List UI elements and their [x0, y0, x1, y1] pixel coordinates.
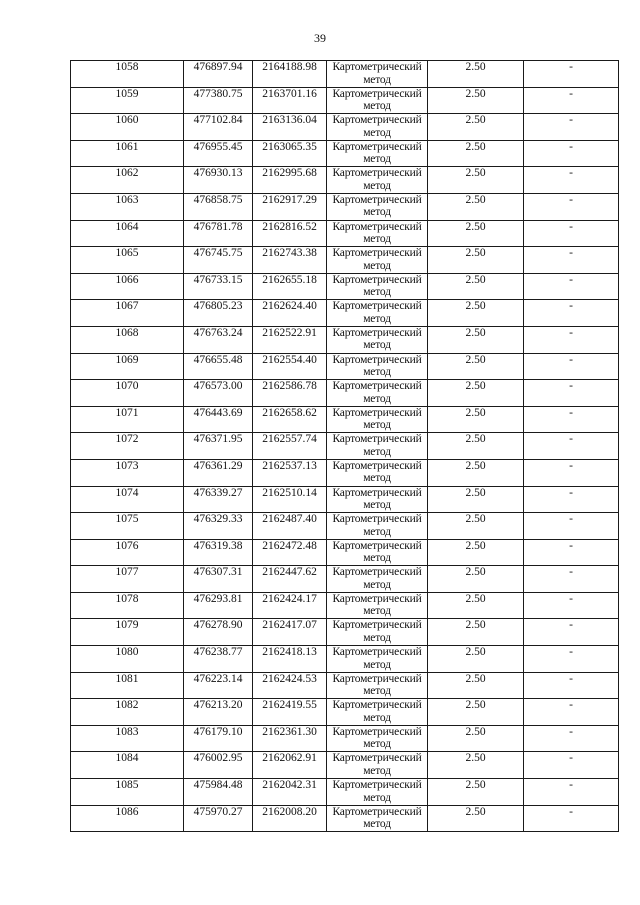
point-number-cell: 1065	[71, 247, 184, 274]
point-number-cell: 1068	[71, 326, 184, 353]
method-cell: Картометрический метод	[327, 167, 428, 194]
x-coordinate-cell: 476293.81	[184, 592, 253, 619]
precision-cell: 2.50	[428, 380, 524, 407]
method-cell: Картометрический метод	[327, 566, 428, 593]
y-coordinate-cell: 2163701.16	[253, 87, 327, 114]
precision-cell: 2.50	[428, 193, 524, 220]
precision-cell: 2.50	[428, 353, 524, 380]
description-cell: -	[524, 592, 619, 619]
x-coordinate-cell: 476371.95	[184, 433, 253, 460]
description-cell: -	[524, 87, 619, 114]
method-cell: Картометрический метод	[327, 300, 428, 327]
method-cell: Картометрический метод	[327, 247, 428, 274]
y-coordinate-cell: 2162586.78	[253, 380, 327, 407]
x-coordinate-cell: 476930.13	[184, 167, 253, 194]
y-coordinate-cell: 2163065.35	[253, 140, 327, 167]
point-number-cell: 1059	[71, 87, 184, 114]
table-row	[71, 646, 619, 673]
description-cell: -	[524, 380, 619, 407]
y-coordinate-cell: 2162487.40	[253, 513, 327, 540]
description-cell: -	[524, 167, 619, 194]
table-row	[71, 273, 619, 300]
description-cell: -	[524, 220, 619, 247]
x-coordinate-cell: 476955.45	[184, 140, 253, 167]
precision-cell: 2.50	[428, 406, 524, 433]
x-coordinate-cell: 477380.75	[184, 87, 253, 114]
description-cell: -	[524, 300, 619, 327]
y-coordinate-cell: 2162816.52	[253, 220, 327, 247]
precision-cell: 2.50	[428, 220, 524, 247]
precision-cell: 2.50	[428, 752, 524, 779]
method-cell: Картометрический метод	[327, 539, 428, 566]
x-coordinate-cell: 476319.38	[184, 539, 253, 566]
point-number-cell: 1080	[71, 646, 184, 673]
description-cell: -	[524, 566, 619, 593]
table-row	[71, 406, 619, 433]
point-number-cell: 1075	[71, 513, 184, 540]
precision-cell: 2.50	[428, 87, 524, 114]
precision-cell: 2.50	[428, 725, 524, 752]
table-row	[71, 752, 619, 779]
table-row	[71, 353, 619, 380]
method-cell: Картометрический метод	[327, 380, 428, 407]
description-cell: -	[524, 725, 619, 752]
method-cell: Картометрический метод	[327, 114, 428, 141]
y-coordinate-cell: 2162917.29	[253, 193, 327, 220]
point-number-cell: 1084	[71, 752, 184, 779]
precision-cell: 2.50	[428, 114, 524, 141]
description-cell: -	[524, 539, 619, 566]
point-number-cell: 1064	[71, 220, 184, 247]
y-coordinate-cell: 2162424.53	[253, 672, 327, 699]
description-cell: -	[524, 193, 619, 220]
table-row	[71, 459, 619, 486]
precision-cell: 2.50	[428, 592, 524, 619]
x-coordinate-cell: 476179.10	[184, 725, 253, 752]
point-number-cell: 1082	[71, 699, 184, 726]
y-coordinate-cell: 2162995.68	[253, 167, 327, 194]
x-coordinate-cell: 476213.20	[184, 699, 253, 726]
y-coordinate-cell: 2162510.14	[253, 486, 327, 513]
point-number-cell: 1085	[71, 779, 184, 806]
x-coordinate-cell: 476278.90	[184, 619, 253, 646]
description-cell: -	[524, 672, 619, 699]
table-row	[71, 61, 619, 88]
table-row	[71, 433, 619, 460]
table-row	[71, 167, 619, 194]
precision-cell: 2.50	[428, 672, 524, 699]
x-coordinate-cell: 476002.95	[184, 752, 253, 779]
precision-cell: 2.50	[428, 805, 524, 832]
description-cell: -	[524, 114, 619, 141]
method-cell: Картометрический метод	[327, 725, 428, 752]
method-cell: Картометрический метод	[327, 87, 428, 114]
x-coordinate-cell: 476655.48	[184, 353, 253, 380]
point-number-cell: 1077	[71, 566, 184, 593]
description-cell: -	[524, 459, 619, 486]
x-coordinate-cell: 476223.14	[184, 672, 253, 699]
precision-cell: 2.50	[428, 326, 524, 353]
table-row	[71, 326, 619, 353]
x-coordinate-cell: 476733.15	[184, 273, 253, 300]
method-cell: Картометрический метод	[327, 699, 428, 726]
table-row	[71, 114, 619, 141]
precision-cell: 2.50	[428, 459, 524, 486]
y-coordinate-cell: 2162008.20	[253, 805, 327, 832]
point-number-cell: 1072	[71, 433, 184, 460]
x-coordinate-cell: 476573.00	[184, 380, 253, 407]
y-coordinate-cell: 2162042.31	[253, 779, 327, 806]
x-coordinate-cell: 476443.69	[184, 406, 253, 433]
table-row	[71, 566, 619, 593]
y-coordinate-cell: 2163136.04	[253, 114, 327, 141]
description-cell: -	[524, 247, 619, 274]
table-row	[71, 699, 619, 726]
precision-cell: 2.50	[428, 779, 524, 806]
description-cell: -	[524, 140, 619, 167]
precision-cell: 2.50	[428, 513, 524, 540]
y-coordinate-cell: 2162743.38	[253, 247, 327, 274]
x-coordinate-cell: 475984.48	[184, 779, 253, 806]
point-number-cell: 1079	[71, 619, 184, 646]
method-cell: Картометрический метод	[327, 619, 428, 646]
method-cell: Картометрический метод	[327, 140, 428, 167]
method-cell: Картометрический метод	[327, 779, 428, 806]
point-number-cell: 1086	[71, 805, 184, 832]
precision-cell: 2.50	[428, 486, 524, 513]
precision-cell: 2.50	[428, 539, 524, 566]
method-cell: Картометрический метод	[327, 61, 428, 88]
y-coordinate-cell: 2162557.74	[253, 433, 327, 460]
x-coordinate-cell: 476238.77	[184, 646, 253, 673]
x-coordinate-cell: 475970.27	[184, 805, 253, 832]
description-cell: -	[524, 646, 619, 673]
x-coordinate-cell: 476339.27	[184, 486, 253, 513]
y-coordinate-cell: 2162062.91	[253, 752, 327, 779]
point-number-cell: 1078	[71, 592, 184, 619]
method-cell: Картометрический метод	[327, 273, 428, 300]
x-coordinate-cell: 476805.23	[184, 300, 253, 327]
table-row	[71, 380, 619, 407]
point-number-cell: 1076	[71, 539, 184, 566]
y-coordinate-cell: 2162655.18	[253, 273, 327, 300]
y-coordinate-cell: 2162554.40	[253, 353, 327, 380]
table-row	[71, 672, 619, 699]
y-coordinate-cell: 2162424.17	[253, 592, 327, 619]
method-cell: Картометрический метод	[327, 752, 428, 779]
description-cell: -	[524, 513, 619, 540]
method-cell: Картометрический метод	[327, 486, 428, 513]
method-cell: Картометрический метод	[327, 433, 428, 460]
y-coordinate-cell: 2162658.62	[253, 406, 327, 433]
precision-cell: 2.50	[428, 433, 524, 460]
precision-cell: 2.50	[428, 247, 524, 274]
precision-cell: 2.50	[428, 273, 524, 300]
coordinates-table	[70, 60, 619, 832]
table-row	[71, 486, 619, 513]
description-cell: -	[524, 273, 619, 300]
method-cell: Картометрический метод	[327, 326, 428, 353]
y-coordinate-cell: 2164188.98	[253, 61, 327, 88]
point-number-cell: 1058	[71, 61, 184, 88]
table-row	[71, 220, 619, 247]
precision-cell: 2.50	[428, 619, 524, 646]
description-cell: -	[524, 486, 619, 513]
point-number-cell: 1067	[71, 300, 184, 327]
description-cell: -	[524, 752, 619, 779]
method-cell: Картометрический метод	[327, 805, 428, 832]
description-cell: -	[524, 433, 619, 460]
point-number-cell: 1073	[71, 459, 184, 486]
point-number-cell: 1074	[71, 486, 184, 513]
y-coordinate-cell: 2162417.07	[253, 619, 327, 646]
y-coordinate-cell: 2162447.62	[253, 566, 327, 593]
coordinates-table-body	[71, 61, 619, 832]
method-cell: Картометрический метод	[327, 353, 428, 380]
method-cell: Картометрический метод	[327, 459, 428, 486]
y-coordinate-cell: 2162418.13	[253, 646, 327, 673]
point-number-cell: 1061	[71, 140, 184, 167]
point-number-cell: 1069	[71, 353, 184, 380]
y-coordinate-cell: 2162624.40	[253, 300, 327, 327]
x-coordinate-cell: 476781.78	[184, 220, 253, 247]
method-cell: Картометрический метод	[327, 672, 428, 699]
y-coordinate-cell: 2162361.30	[253, 725, 327, 752]
method-cell: Картометрический метод	[327, 646, 428, 673]
x-coordinate-cell: 477102.84	[184, 114, 253, 141]
description-cell: -	[524, 699, 619, 726]
method-cell: Картометрический метод	[327, 193, 428, 220]
x-coordinate-cell: 476329.33	[184, 513, 253, 540]
precision-cell: 2.50	[428, 140, 524, 167]
y-coordinate-cell: 2162472.48	[253, 539, 327, 566]
description-cell: -	[524, 406, 619, 433]
y-coordinate-cell: 2162522.91	[253, 326, 327, 353]
page-number: 39	[314, 31, 326, 45]
description-cell: -	[524, 326, 619, 353]
point-number-cell: 1062	[71, 167, 184, 194]
table-row	[71, 247, 619, 274]
description-cell: -	[524, 353, 619, 380]
table-row	[71, 539, 619, 566]
precision-cell: 2.50	[428, 646, 524, 673]
table-row	[71, 805, 619, 832]
point-number-cell: 1083	[71, 725, 184, 752]
y-coordinate-cell: 2162537.13	[253, 459, 327, 486]
x-coordinate-cell: 476897.94	[184, 61, 253, 88]
method-cell: Картометрический метод	[327, 592, 428, 619]
x-coordinate-cell: 476763.24	[184, 326, 253, 353]
description-cell: -	[524, 779, 619, 806]
description-cell: -	[524, 61, 619, 88]
table-row	[71, 140, 619, 167]
y-coordinate-cell: 2162419.55	[253, 699, 327, 726]
method-cell: Картометрический метод	[327, 220, 428, 247]
precision-cell: 2.50	[428, 300, 524, 327]
description-cell: -	[524, 805, 619, 832]
table-row	[71, 513, 619, 540]
point-number-cell: 1063	[71, 193, 184, 220]
precision-cell: 2.50	[428, 167, 524, 194]
table-row	[71, 193, 619, 220]
method-cell: Картометрический метод	[327, 513, 428, 540]
x-coordinate-cell: 476307.31	[184, 566, 253, 593]
table-row	[71, 300, 619, 327]
description-cell: -	[524, 619, 619, 646]
point-number-cell: 1066	[71, 273, 184, 300]
table-row	[71, 725, 619, 752]
point-number-cell: 1060	[71, 114, 184, 141]
method-cell: Картометрический метод	[327, 406, 428, 433]
x-coordinate-cell: 476361.29	[184, 459, 253, 486]
table-row	[71, 619, 619, 646]
point-number-cell: 1071	[71, 406, 184, 433]
table-row	[71, 87, 619, 114]
x-coordinate-cell: 476858.75	[184, 193, 253, 220]
precision-cell: 2.50	[428, 61, 524, 88]
precision-cell: 2.50	[428, 699, 524, 726]
x-coordinate-cell: 476745.75	[184, 247, 253, 274]
table-row	[71, 779, 619, 806]
point-number-cell: 1070	[71, 380, 184, 407]
table-row	[71, 592, 619, 619]
precision-cell: 2.50	[428, 566, 524, 593]
point-number-cell: 1081	[71, 672, 184, 699]
